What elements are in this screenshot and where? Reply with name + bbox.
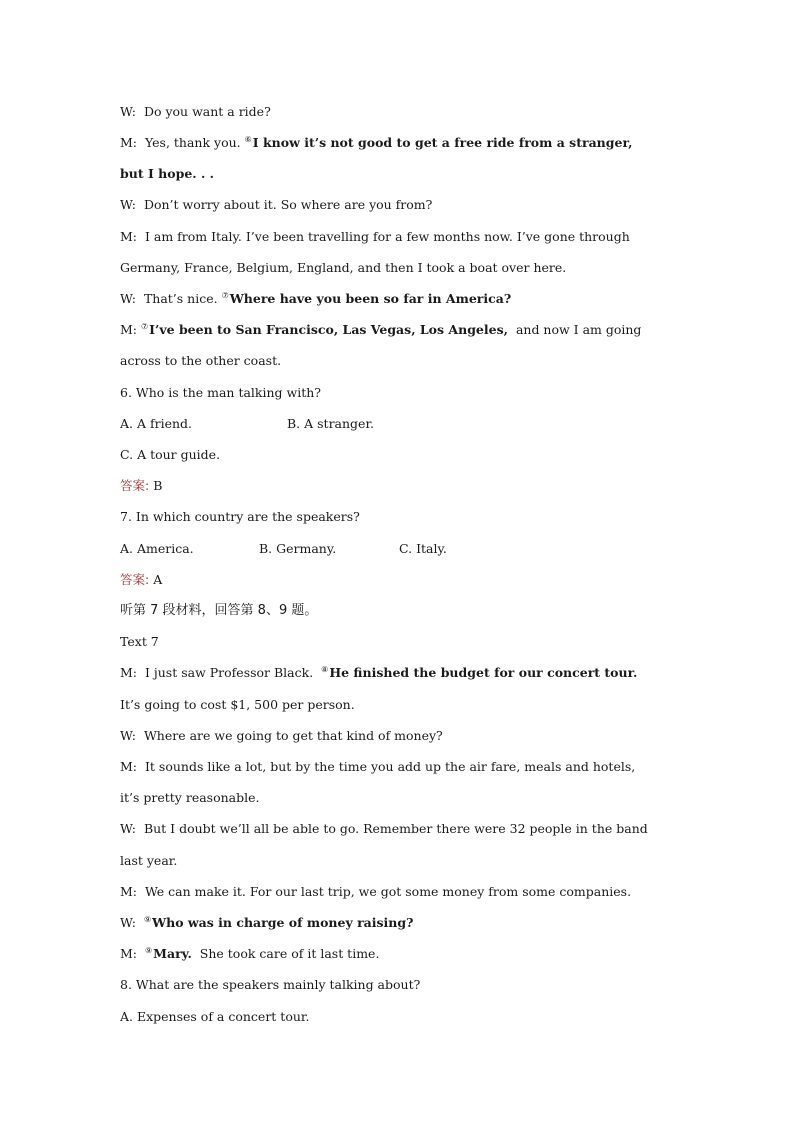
dialogue-line [120, 728, 443, 744]
speaker-label: W: [120, 821, 136, 836]
dialogue-text: That’s nice. [143, 291, 218, 306]
dialogue-line [120, 665, 637, 681]
speaker-label: W: [120, 915, 136, 930]
speaker-label: M: [120, 135, 138, 150]
question-options [120, 416, 375, 432]
highlighted-text: He finished the budget for our concert tour. [329, 665, 638, 680]
dialogue-line [120, 104, 271, 120]
dialogue-text: last year. [120, 853, 178, 868]
dialogue-text: Where are we going to get that kind of money? [143, 728, 443, 743]
speaker-label: M: [120, 665, 138, 680]
highlighted-text: but I hope. . . [120, 166, 215, 181]
dialogue-line [120, 821, 648, 837]
dialogue-text: I am from Italy. I’ve been travelling for a few months now. I’ve gone through [144, 229, 630, 244]
dialogue-text: We can make it. For our last trip, we got some money from some companies. [144, 884, 632, 899]
answer-label: 答案: [120, 572, 150, 587]
dialogue-text: it’s pretty reasonable. [120, 790, 260, 805]
dialogue-line [120, 229, 630, 245]
highlighted-text: I know it’s not good to get a free ride from a stranger, [252, 135, 633, 150]
dialogue-text: It sounds like a lot, but by the time you add up the air fare, meals and hotels, [144, 759, 636, 774]
option-a: A. Expenses of a concert tour. [120, 1009, 310, 1024]
dialogue-line [120, 135, 632, 151]
dialogue-text: Yes, thank you. [144, 135, 241, 150]
dialogue-line [120, 946, 379, 962]
option-b: B. Germany. [259, 541, 337, 556]
question-options [120, 541, 447, 557]
dialogue-text: It’s going to cost $1, 500 per person. [120, 697, 355, 712]
circled-marker: ⑦ [221, 290, 229, 300]
speaker-label: W: [120, 728, 136, 743]
dialogue-line [120, 291, 511, 307]
circled-marker: ⑨ [144, 945, 153, 955]
highlighted-text: Who was in charge of money raising? [152, 915, 414, 930]
answer-value: A [153, 572, 163, 587]
section-instruction: 听第 7 段材料，回答第 8、9 题。 [120, 603, 318, 618]
dialogue-text: Don’t worry about it. So where are you from? [143, 197, 433, 212]
text-heading: Text 7 [120, 634, 159, 649]
question-6: 6. Who is the man talking with? [120, 385, 322, 400]
speaker-label: W: [120, 291, 136, 306]
dialogue-text: and now I am going [515, 322, 642, 337]
option-a: A. A friend. [120, 416, 192, 431]
speaker-label: W: [120, 104, 136, 119]
question-8: 8. What are the speakers mainly talking about? [120, 977, 421, 992]
answer-6 [120, 478, 162, 494]
dialogue-text: across to the other coast. [120, 353, 282, 368]
highlighted-text: Mary. [153, 946, 192, 961]
speaker-label: W: [120, 197, 136, 212]
speaker-label: M: [120, 759, 138, 774]
speaker-label: M: [120, 946, 138, 961]
option-c: C. A tour guide. [120, 447, 221, 462]
circled-marker: ⑥ [244, 134, 252, 144]
dialogue-text: But I doubt we’ll all be able to go. Remember there were 32 people in the band [143, 821, 648, 836]
speaker-label: M: [120, 884, 138, 899]
option-a: A. America. [120, 541, 194, 556]
dialogue-text: Germany, France, Belgium, England, and then I took a boat over here. [120, 260, 567, 275]
speaker-label: M: [120, 229, 138, 244]
option-c: C. Italy. [399, 541, 447, 556]
answer-label: 答案: [120, 478, 150, 493]
dialogue-line [120, 322, 641, 338]
highlighted-text: Where have you been so far in America? [229, 291, 512, 306]
dialogue-line [120, 197, 432, 213]
option-b: B. A stranger. [287, 416, 375, 431]
dialogue-text: Do you want a ride? [143, 104, 271, 119]
dialogue-line [120, 759, 635, 775]
dialogue-line [120, 884, 631, 900]
answer-7 [120, 572, 162, 588]
dialogue-line [120, 915, 413, 931]
speaker-label: M: [120, 322, 138, 337]
answer-value: B [153, 478, 163, 493]
circled-marker: ⑦ [141, 321, 149, 331]
highlighted-text: I’ve been to San Francisco, Las Vegas, Los Angeles, [149, 322, 508, 337]
circled-marker: ⑧ [321, 664, 329, 674]
dialogue-text: She took care of it last time. [199, 946, 380, 961]
question-7: 7. In which country are the speakers? [120, 509, 360, 524]
dialogue-text: I just saw Professor Black. [144, 665, 314, 680]
circled-marker: ⑨ [143, 914, 152, 924]
